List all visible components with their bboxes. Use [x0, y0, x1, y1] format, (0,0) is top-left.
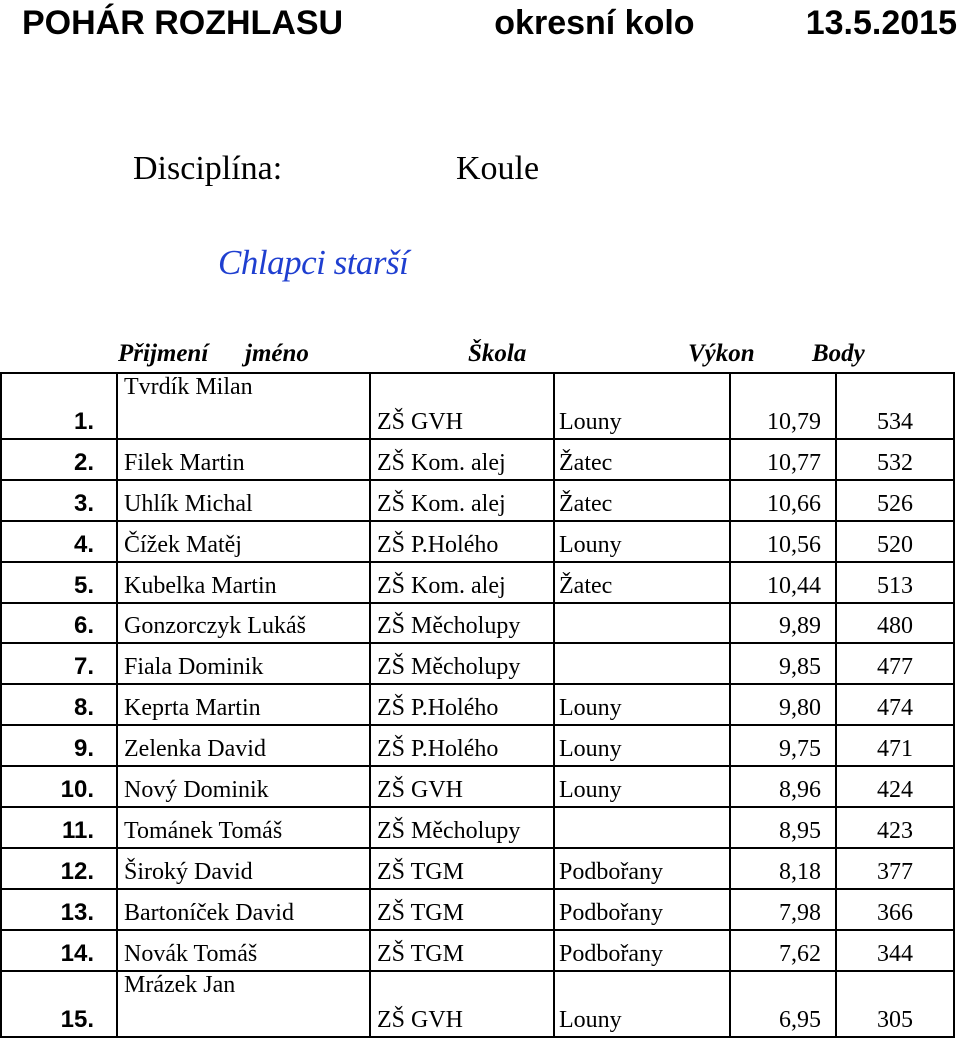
athlete-name: Tvrdík Milan: [124, 374, 253, 400]
column-header-school: Škola: [468, 340, 527, 367]
performance-cell: 8,95: [730, 807, 836, 848]
title-date: 13.5.2015: [805, 4, 957, 42]
performance-cell: 8,18: [730, 848, 836, 889]
points-cell: 344: [836, 930, 954, 971]
table-row: [1, 373, 954, 439]
name-cell: Bartoníček David: [117, 889, 370, 930]
performance-cell: 9,85: [730, 643, 836, 684]
points-cell: 471: [836, 725, 954, 766]
table-row: [1, 521, 954, 562]
name-cell: Kubelka Martin: [117, 562, 370, 603]
school-cell: ZŠ GVH: [370, 373, 554, 439]
town-cell: Louny: [554, 766, 730, 807]
school-cell: ZŠ P.Holého: [370, 521, 554, 562]
name-cell: [117, 971, 370, 1037]
name-cell: Novák Tomáš: [117, 930, 370, 971]
school-cell: ZŠ P.Holého: [370, 684, 554, 725]
performance-cell: 8,96: [730, 766, 836, 807]
town-cell: Podbořany: [554, 930, 730, 971]
town-cell: Žatec: [554, 562, 730, 603]
points-cell: 305: [836, 971, 954, 1037]
points-cell: 534: [836, 373, 954, 439]
name-cell: Nový Dominik: [117, 766, 370, 807]
points-cell: 366: [836, 889, 954, 930]
category-title: Chlapci starší: [218, 243, 409, 282]
performance-cell: 9,80: [730, 684, 836, 725]
points-cell: 526: [836, 480, 954, 521]
name-cell: [117, 373, 370, 439]
table-row: [1, 480, 954, 521]
points-cell: 513: [836, 562, 954, 603]
page-title: [22, 4, 957, 43]
rank-cell: 5.: [1, 562, 117, 603]
school-cell: ZŠ P.Holého: [370, 725, 554, 766]
athlete-name: Mrázek Jan: [124, 971, 236, 998]
town-cell: Louny: [554, 971, 730, 1037]
performance-cell: 6,95: [730, 971, 836, 1037]
rank-cell: 9.: [1, 725, 117, 766]
points-cell: 520: [836, 521, 954, 562]
table-row: [1, 848, 954, 889]
column-header-surname: Přijmení: [118, 340, 209, 367]
town-cell: Podbořany: [554, 889, 730, 930]
rank-cell: 10.: [1, 766, 117, 807]
performance-cell: 10,44: [730, 562, 836, 603]
school-cell: ZŠ Měcholupy: [370, 603, 554, 644]
rank-cell: 12.: [1, 848, 117, 889]
rank-cell: 4.: [1, 521, 117, 562]
table-row: [1, 889, 954, 930]
table-row: [1, 807, 954, 848]
name-cell: Čížek Matěj: [117, 521, 370, 562]
rank-cell: 11.: [1, 807, 117, 848]
performance-cell: 7,98: [730, 889, 836, 930]
points-cell: 377: [836, 848, 954, 889]
town-cell: Louny: [554, 373, 730, 439]
name-cell: Uhlík Michal: [117, 480, 370, 521]
town-cell: Louny: [554, 521, 730, 562]
discipline-label: Disciplína:: [133, 150, 283, 187]
school-cell: ZŠ Kom. alej: [370, 439, 554, 480]
school-cell: ZŠ Kom. alej: [370, 562, 554, 603]
table-row: [1, 684, 954, 725]
table-row: [1, 725, 954, 766]
discipline-value: Koule: [456, 150, 540, 187]
name-cell: Tománek Tomáš: [117, 807, 370, 848]
rank-cell: 14.: [1, 930, 117, 971]
rank-cell: 7.: [1, 643, 117, 684]
rank-cell: 13.: [1, 889, 117, 930]
school-cell: ZŠ TGM: [370, 889, 554, 930]
table-row: [1, 603, 954, 644]
name-cell: Gonzorczyk Lukáš: [117, 603, 370, 644]
performance-cell: 7,62: [730, 930, 836, 971]
performance-cell: 10,66: [730, 480, 836, 521]
table-row: [1, 562, 954, 603]
school-cell: ZŠ Měcholupy: [370, 643, 554, 684]
performance-cell: 10,77: [730, 439, 836, 480]
town-cell: [554, 643, 730, 684]
name-cell: Keprta Martin: [117, 684, 370, 725]
school-cell: ZŠ TGM: [370, 930, 554, 971]
performance-cell: 10,56: [730, 521, 836, 562]
results-body: [1, 373, 954, 1037]
school-cell: ZŠ Měcholupy: [370, 807, 554, 848]
performance-cell: 9,75: [730, 725, 836, 766]
column-header-points: Body: [812, 340, 865, 367]
results-table: [0, 372, 955, 1038]
points-cell: 477: [836, 643, 954, 684]
table-row: [1, 930, 954, 971]
name-cell: Filek Martin: [117, 439, 370, 480]
rank-cell: 15.: [1, 971, 117, 1037]
name-cell: Široký David: [117, 848, 370, 889]
rank-cell: 6.: [1, 603, 117, 644]
town-cell: [554, 807, 730, 848]
performance-cell: 9,89: [730, 603, 836, 644]
points-cell: 480: [836, 603, 954, 644]
table-row: [1, 971, 954, 1037]
town-cell: Žatec: [554, 480, 730, 521]
school-cell: ZŠ GVH: [370, 971, 554, 1037]
school-cell: ZŠ Kom. alej: [370, 480, 554, 521]
town-cell: Louny: [554, 725, 730, 766]
rank-cell: 2.: [1, 439, 117, 480]
title-competition: POHÁR ROZHLASU: [22, 4, 344, 42]
performance-cell: 10,79: [730, 373, 836, 439]
rank-cell: 8.: [1, 684, 117, 725]
column-header-firstname: jméno: [245, 340, 309, 367]
column-header-performance: Výkon: [688, 340, 755, 367]
name-cell: Fiala Dominik: [117, 643, 370, 684]
points-cell: 474: [836, 684, 954, 725]
table-row: [1, 766, 954, 807]
rank-cell: 3.: [1, 480, 117, 521]
points-cell: 423: [836, 807, 954, 848]
rank-cell: 1.: [1, 373, 117, 439]
name-cell: Zelenka David: [117, 725, 370, 766]
table-row: [1, 439, 954, 480]
title-round: okresní kolo: [494, 4, 695, 42]
table-row: [1, 643, 954, 684]
town-cell: Louny: [554, 684, 730, 725]
school-cell: ZŠ GVH: [370, 766, 554, 807]
town-cell: Podbořany: [554, 848, 730, 889]
town-cell: [554, 603, 730, 644]
points-cell: 532: [836, 439, 954, 480]
town-cell: Žatec: [554, 439, 730, 480]
points-cell: 424: [836, 766, 954, 807]
school-cell: ZŠ TGM: [370, 848, 554, 889]
